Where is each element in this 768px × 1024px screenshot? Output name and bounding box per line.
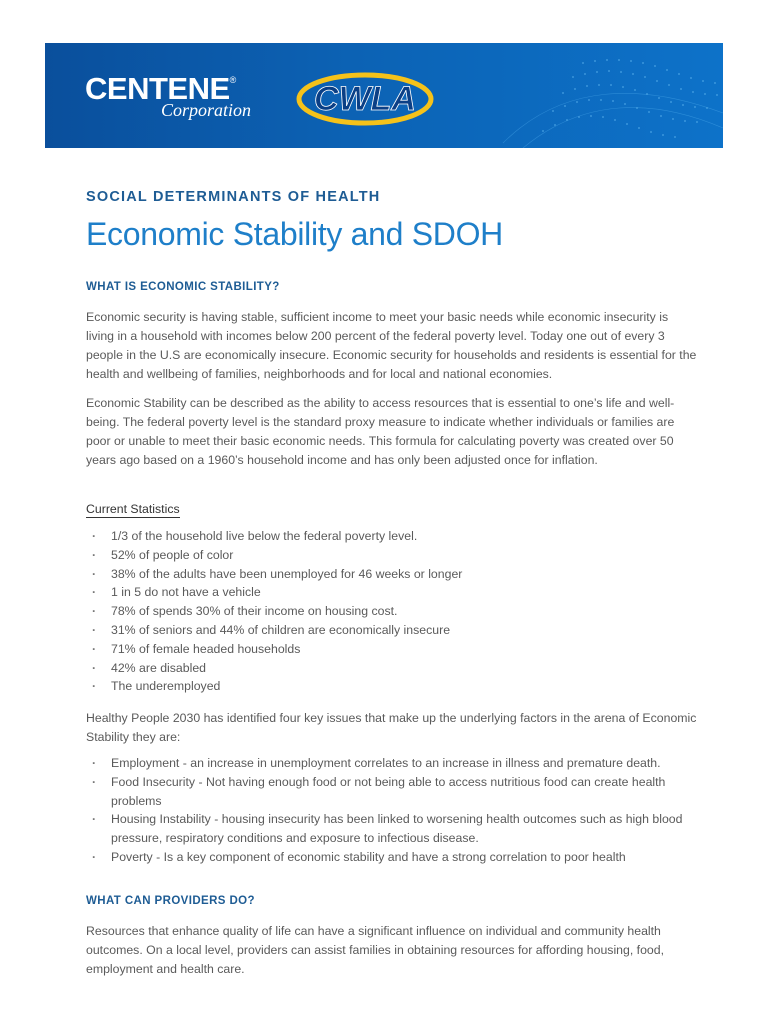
list-item: · Poverty - Is a key component of economic stability and have a strong correlation to poor health [86, 848, 698, 867]
list-item: · 71% of female headed households [86, 640, 698, 659]
list-item: · 1 in 5 do not have a vehicle [86, 583, 698, 602]
paragraph-healthy-people-intro: Healthy People 2030 has identified four key issues that make up the underlying factors in the arena of Economic Stability they are: [86, 711, 697, 744]
centene-logo [85, 71, 252, 120]
centene-wordmark: CENTENE [85, 71, 230, 106]
section-heading-providers: WHAT CAN PROVIDERS DO? [86, 895, 255, 907]
key-issues-list [86, 754, 698, 867]
list-item: · 1/3 of the household live below the federal poverty level. [86, 527, 698, 546]
paragraph-providers: Resources that enhance quality of life can have a significant influence on individual and community health outcomes. On a local level, providers can assist families in obtaining resources for affording housing, food, employment and health care. [86, 924, 665, 976]
cwla-logo [295, 67, 435, 127]
section-heading-economic-stability: WHAT IS ECONOMIC STABILITY? [86, 281, 280, 293]
registered-mark: ® [229, 75, 237, 85]
statistics-list [86, 527, 698, 696]
current-statistics-heading: Current Statistics [86, 502, 180, 516]
list-item: · 42% are disabled [86, 659, 698, 678]
list-item: · 38% of the adults have been unemployed for 46 weeks or longer [86, 565, 698, 584]
list-item: · 31% of seniors and 44% of children are economically insecure [86, 621, 698, 640]
list-item: · 52% of people of color [86, 546, 698, 565]
list-item: · The underemployed [86, 677, 698, 696]
paragraph-economic-stability-definition: Economic Stability can be described as the ability to access resources that is essential to one’s life and well-being. The federal poverty level is the standard proxy measure to indicate whether individuals or families are poor or unable to meet their basic economic needs. This formula for calculating poverty was created over 50 years ago based on a 1960’s household income and has only been adjusted once for inflation. [86, 396, 675, 467]
paragraph-economic-security: Economic security is having stable, sufficient income to meet your basic needs while economic insecurity is living in a household with incomes below 200 percent of the federal poverty level. Today one out of every 3 people in the U.S are economically insecure. Economic security for households and residents is essential for the health and wellbeing of families, neighborhoods and for local and national economies. [86, 310, 697, 381]
header-banner [45, 43, 723, 148]
list-item: · Food Insecurity - Not having enough food or not being able to access nutritious food can create health problems [86, 773, 698, 811]
list-item: · Employment - an increase in unemployment correlates to an increase in illness and premature death. [86, 754, 698, 773]
page-title: Economic Stability and SDOH [86, 216, 503, 252]
centene-corporation-text: Corporation [161, 100, 252, 120]
list-item: · 78% of spends 30% of their income on housing cost. [86, 602, 698, 621]
cwla-wordmark: CWLA [314, 80, 416, 118]
document-kicker: SOCIAL DETERMINANTS OF HEALTH [86, 189, 381, 205]
list-item: · Housing Instability - housing insecurity has been linked to worsening health outcomes such as high blood pressure, respiratory conditions and exposure to infectious disease. [86, 810, 698, 848]
